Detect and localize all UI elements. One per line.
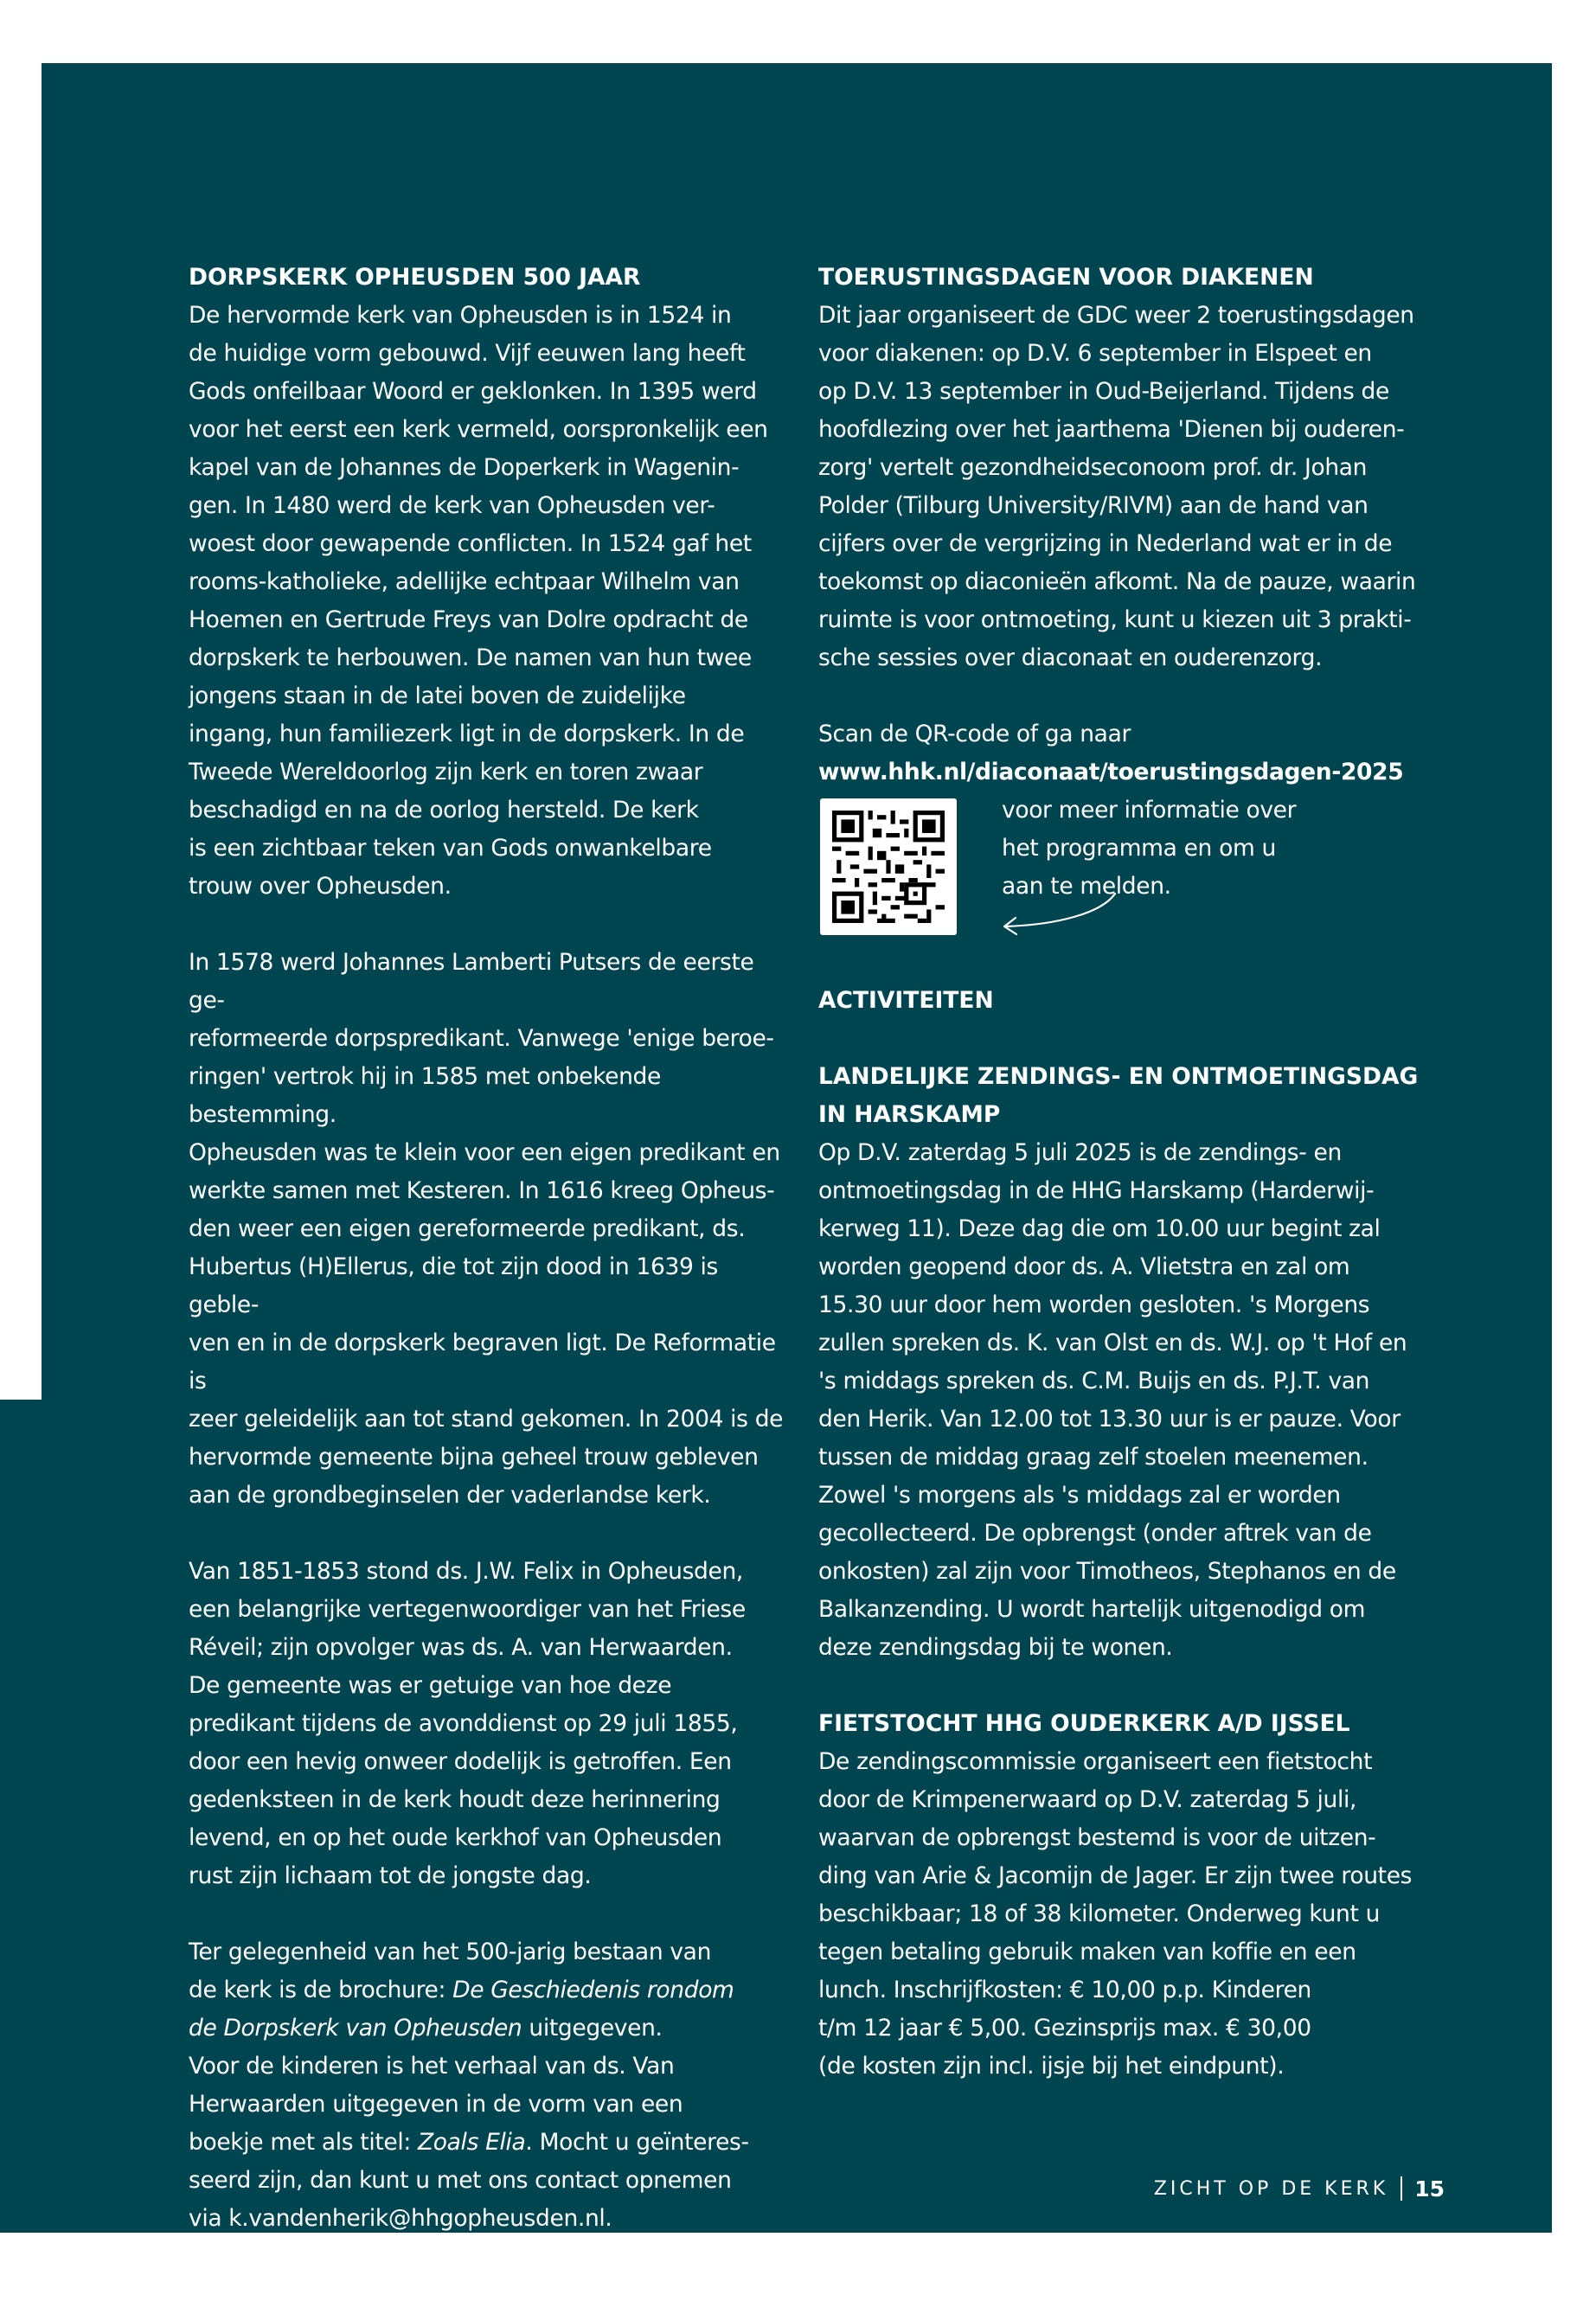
qr-code[interactable] — [820, 798, 957, 935]
text-line: beschikbaar; 18 of 38 kilometer. Onderweg kunt u — [818, 1900, 1381, 1927]
author-signature: K. van den Herik, voorzitter kerkvoogdij. — [189, 2243, 640, 2270]
text-line: gedenksteen in de kerk houdt deze herinnering — [189, 1786, 721, 1813]
text-line: de Dorpskerk van Opheusden uitgegeven. — [189, 2015, 663, 2041]
text-line: kerweg 11). Deze dag die om 10.00 uur begint zal — [818, 1215, 1381, 1242]
text-line: zorg' vertelt gezondheidseconoom prof. dr. Johan — [818, 454, 1368, 481]
text-line: op D.V. 13 september in Oud-Beijerland. Tijdens de — [818, 378, 1389, 405]
text-line: Van 1851-1853 stond ds. J.W. Felix in Opheusden, — [189, 1558, 744, 1585]
text-line: gecollecteerd. De opbrengst (onder aftrek van de — [818, 1520, 1372, 1547]
text-line: sche sessies over diaconaat en ouderenzorg. — [818, 644, 1323, 671]
scan-instruction: Scan de QR-code of ga naar — [818, 721, 1131, 747]
text-line: (de kosten zijn incl. ijsje bij het eindpunt). — [818, 2053, 1285, 2080]
text-line: zullen spreken ds. K. van Olst en ds. W.J. op 't Hof en — [818, 1330, 1407, 1356]
text-line: seerd zijn, dan kunt u met ons contact opnemen — [189, 2167, 732, 2194]
brochure-title: De Geschiedenis rondom — [452, 1977, 734, 2003]
text-line: Réveil; zijn opvolger was ds. A. van Herwaarden. — [189, 1634, 733, 1661]
left-column — [189, 259, 794, 2276]
text-line: cijfers over de vergrijzing in Nederland wat er in de — [818, 530, 1393, 557]
text-line: dorpskerk te herbouwen. De namen van hun twee — [189, 644, 752, 671]
text-line: ding van Arie & Jacomijn de Jager. Er zijn twee routes — [818, 1862, 1413, 1889]
text-line: predikant tijdens de avonddienst op 29 juli 1855, — [189, 1710, 738, 1737]
section-heading-activiteiten: ACTIVITEITEN — [818, 987, 994, 1014]
text-line: ruimte is voor ontmoeting, kunt u kiezen uit 3 prakti- — [818, 606, 1412, 633]
paragraph-reformatie — [189, 944, 794, 1515]
text-line: aan de grondbeginselen der vaderlandse kerk. — [189, 1482, 711, 1509]
text-line: hoofdlezing over het jaarthema 'Dienen bij ouderen- — [818, 416, 1405, 443]
text-line: Polder (Tilburg University/RIVM) aan de hand van — [818, 492, 1368, 519]
text-line: den Herik. Van 12.00 tot 13.30 uur is er pauze. Voor — [818, 1406, 1401, 1433]
text-line: voor het eerst een kerk vermeld, oorspronkelijk een — [189, 416, 768, 443]
text-line: t/m 12 jaar € 5,00. Gezinsprijs max. € 30,00 — [818, 2015, 1311, 2041]
text-line: kapel van de Johannes de Doperkerk in Wagenin- — [189, 454, 740, 481]
qr-section — [818, 792, 1424, 944]
text-line: beschadigd en na de oorlog hersteld. De kerk — [189, 797, 699, 824]
page-number: 15 — [1414, 2176, 1445, 2202]
text-line: werkte samen met Kesteren. In 1616 kreeg Opheus- — [189, 1177, 775, 1204]
brochure-title: de Dorpskerk van Opheusden — [189, 2015, 522, 2041]
text-line: trouw over Opheusden. — [189, 873, 452, 900]
text-line: In 1578 werd Johannes Lamberti Putsers de eerste ge- — [189, 949, 754, 1014]
text-line: is een zichtbaar teken van Gods onwankelbare — [189, 835, 712, 862]
text-line: reformeerde dorpspredikant. Vanwege 'enige beroe- — [189, 1025, 774, 1052]
text-line: Tweede Wereldoorlog zijn kerk en toren zwaar — [189, 759, 703, 785]
text-line: De gemeente was er getuige van hoe deze — [189, 1672, 672, 1699]
article-body-fietstocht — [818, 1743, 1424, 2086]
text-line: rust zijn lichaam tot de jongste dag. — [189, 1862, 592, 1889]
text-line: onkosten) zal zijn voor Timotheos, Stephanos en de — [818, 1558, 1396, 1585]
text-line: gen. In 1480 werd de kerk van Opheusden ver- — [189, 492, 715, 519]
text-line: 's middags spreken ds. C.M. Buijs en ds. P.J.T. van — [818, 1368, 1370, 1394]
text-line: De hervormde kerk van Opheusden is in 1524 in — [189, 302, 732, 329]
article-heading-harskamp: LANDELIJKE ZENDINGS- EN ONTMOETINGSDAG — [818, 1063, 1419, 1090]
text-line: levend, en op het oude kerkhof van Opheusden — [189, 1824, 722, 1851]
booklet-title: Zoals Elia — [418, 2129, 526, 2156]
text-line: den weer een eigen gereformeerde predikant, ds. — [189, 1215, 746, 1242]
text-line: door de Krimpenerwaard op D.V. zaterdag 5 juli, — [818, 1786, 1357, 1813]
right-column — [818, 259, 1424, 2086]
text-line: Balkanzending. U wordt hartelijk uitgenodigd om — [818, 1596, 1366, 1623]
text-line: worden geopend door ds. A. Vlietstra en zal om — [818, 1253, 1350, 1280]
text-line: de kerk is de brochure: De Geschiedenis rondom — [189, 1977, 734, 2003]
text-line: ven en in de dorpskerk begraven ligt. De Reformatie is — [189, 1330, 776, 1394]
text-line: Herwaarden uitgegeven in de vorm van een — [189, 2091, 683, 2118]
text-line: zeer geleidelijk aan tot stand gekomen. In 2004 is de — [189, 1406, 784, 1433]
text-line: Voor de kinderen is het verhaal van ds. Van — [189, 2053, 675, 2080]
text-line: hervormde gemeente bijna geheel trouw gebleven — [189, 1444, 759, 1471]
text-line: boekje met als titel: Zoals Elia. Mocht u geïnteres- — [189, 2129, 749, 2156]
text-line: waarvan de opbrengst bestemd is voor de uitzen- — [818, 1824, 1376, 1851]
contact-email-line: via k.vandenherik@hhgopheusden.nl. — [189, 2205, 612, 2232]
text-line: het programma en om u — [1002, 835, 1276, 862]
text-line: De zendingscommissie organiseert een fietstocht — [818, 1748, 1373, 1775]
panel-extension — [0, 1400, 42, 2233]
article-heading-harskamp-line2: IN HARSKAMP — [818, 1101, 1001, 1128]
text-line: tegen betaling gebruik maken van koffie en een — [818, 1939, 1356, 1965]
text-line: ontmoetingsdag in de HHG Harskamp (Harderwij- — [818, 1177, 1375, 1204]
text-line: lunch. Inschrijfkosten: € 10,00 p.p. Kinderen — [818, 1977, 1311, 2003]
text-line: voor meer informatie over — [1002, 797, 1297, 824]
qr-code-pattern — [832, 811, 945, 923]
text-line: door een hevig onweer dodelijk is getroffen. Een — [189, 1748, 732, 1775]
text-line: Hoemen en Gertrude Freys van Dolre opdracht de — [189, 606, 748, 633]
text-line: voor diakenen: op D.V. 6 september in Elspeet en — [818, 340, 1372, 367]
article-body-harskamp — [818, 1134, 1424, 1667]
curved-arrow-icon — [998, 888, 1119, 940]
article-body-dorpskerk — [189, 297, 794, 906]
article-heading-toerustingsdagen: TOERUSTINGSDAGEN VOOR DIAKENEN — [818, 264, 1314, 291]
text-line: woest door gewapende conflicten. In 1524 gaf het — [189, 530, 752, 557]
text-line: een belangrijke vertegenwoordiger van het Friese — [189, 1596, 746, 1623]
text-line: Zowel 's morgens als 's middags zal er worden — [818, 1482, 1341, 1509]
text-line: Gods onfeilbaar Woord er geklonken. In 1395 werd — [189, 378, 757, 405]
magazine-name: ZICHT OP DE KERK — [1153, 2177, 1389, 2200]
footer-divider — [1401, 2176, 1402, 2201]
text-line: deze zendingsdag bij te wonen. — [818, 1634, 1173, 1661]
page-footer — [1038, 2170, 1445, 2208]
text-line: toekomst op diaconieën afkomt. Na de pauze, waarin — [818, 568, 1416, 595]
article-body-toerustingsdagen — [818, 297, 1424, 677]
article-heading-dorpskerk: DORPSKERK OPHEUSDEN 500 JAAR — [189, 264, 641, 291]
text-line: ingang, hun familiezerk ligt in de dorpskerk. In de — [189, 721, 745, 747]
article-heading-fietstocht: FIETSTOCHT HHG OUDERKERK A/D IJSSEL — [818, 1710, 1350, 1737]
registration-link[interactable]: www.hhk.nl/diaconaat/toerustingsdagen-2025 — [818, 759, 1404, 785]
text-line: Ter gelegenheid van het 500-jarig bestaan van — [189, 1939, 712, 1965]
text-line: jongens staan in de latei boven de zuidelijke — [189, 683, 686, 709]
paragraph-brochure — [189, 1933, 794, 2276]
text-line: Dit jaar organiseert de GDC weer 2 toerustingsdagen — [818, 302, 1414, 329]
text-line: 15.30 uur door hem worden gesloten. 's Morgens — [818, 1292, 1370, 1318]
text-line: tussen de middag graag zelf stoelen meenemen. — [818, 1444, 1368, 1471]
text-line: Hubertus (H)Ellerus, die tot zijn dood in 1639 is geble- — [189, 1253, 719, 1318]
text-line: aan te melden. — [1002, 873, 1171, 900]
text-line: de huidige vorm gebouwd. Vijf eeuwen lang heeft — [189, 340, 746, 367]
text-line: rooms-katholieke, adellijke echtpaar Wilhelm van — [189, 568, 740, 595]
paragraph-felix — [189, 1553, 794, 1895]
text-line: Opheusden was te klein voor een eigen predikant en — [189, 1139, 780, 1166]
text-line: ringen' vertrok hij in 1585 met onbekende bestemming. — [189, 1063, 661, 1128]
text-line: Op D.V. zaterdag 5 juli 2025 is de zendings- en — [818, 1139, 1342, 1166]
